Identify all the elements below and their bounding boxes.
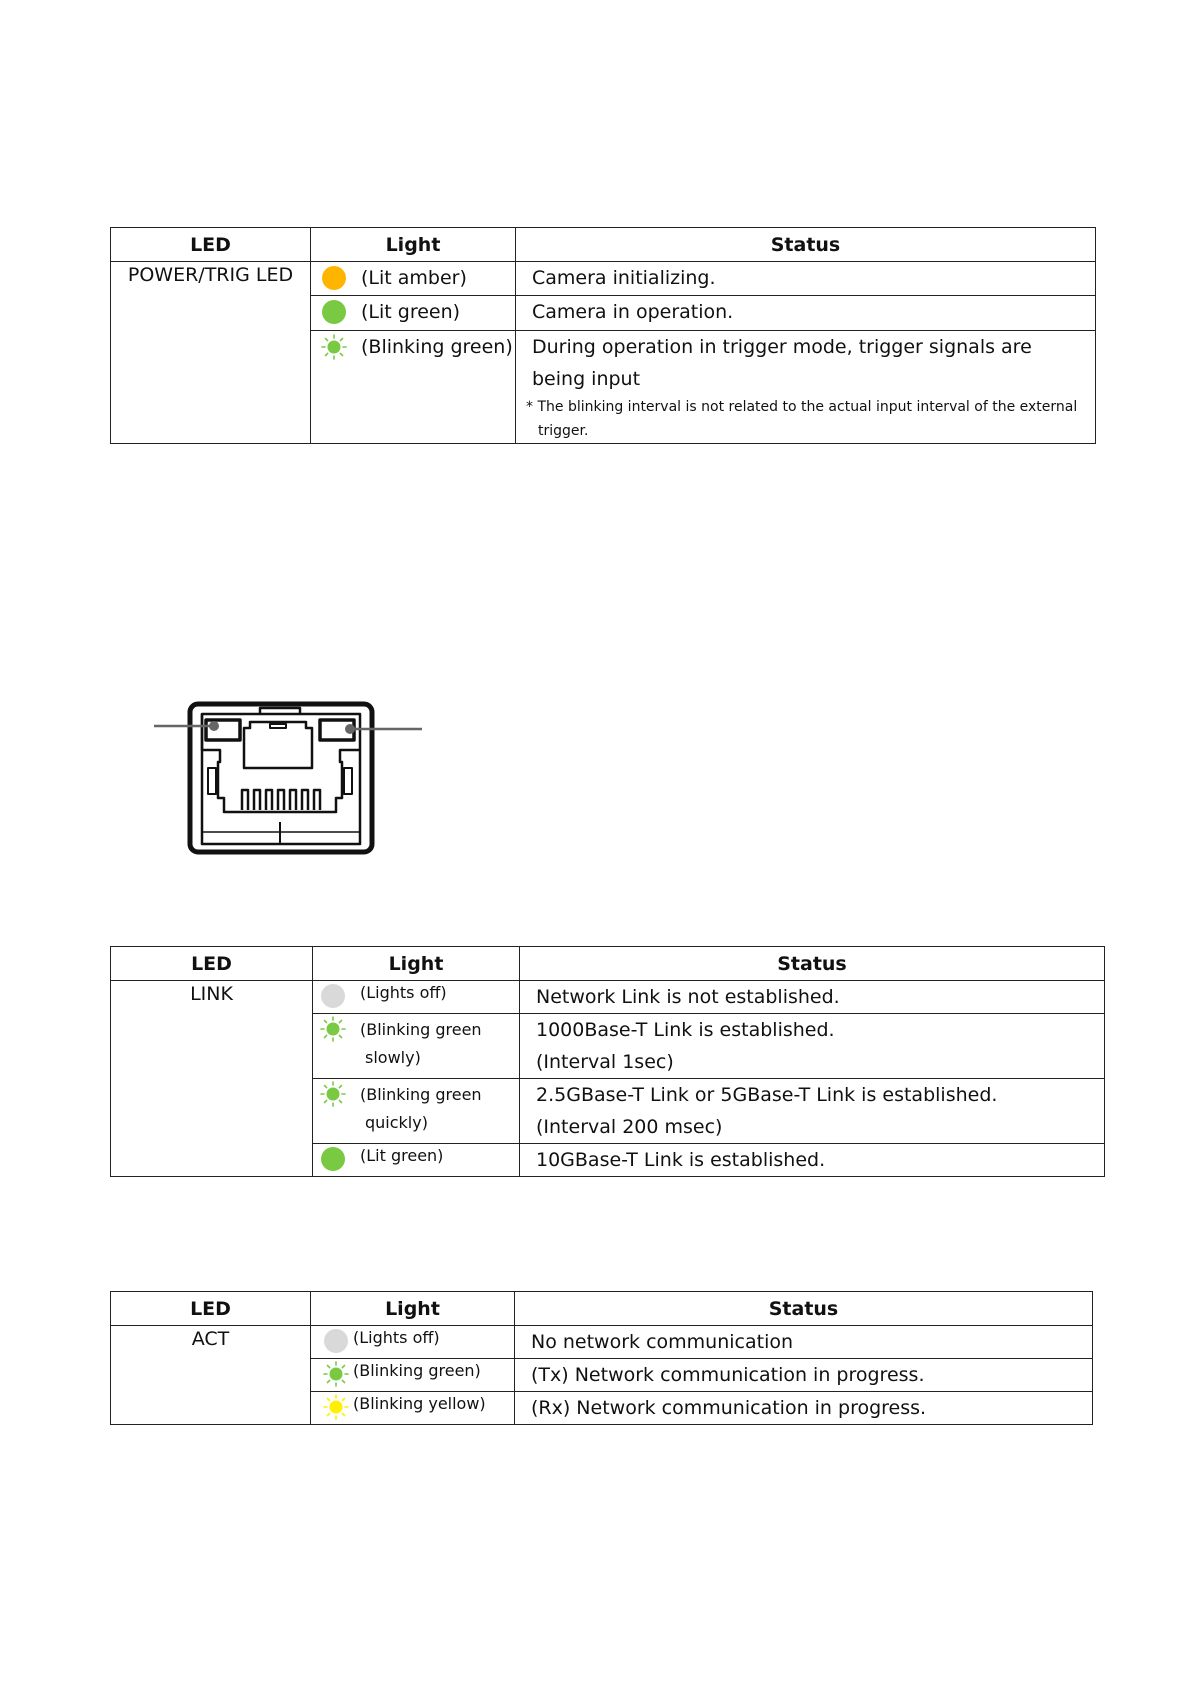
table-row	[111, 1326, 1093, 1359]
status-text: Camera initializing.	[532, 267, 716, 289]
led-name: ACT	[111, 1326, 311, 1425]
green-lit-icon	[320, 1146, 346, 1172]
led-name: POWER/TRIG LED	[111, 262, 311, 444]
header-status: Status	[520, 947, 1105, 981]
light-label: (Lit green)	[361, 301, 461, 323]
status-text: 2.5GBase-T Link or 5GBase-T Link is established.	[536, 1084, 998, 1106]
header-light: Light	[311, 1292, 515, 1326]
light-label: (Blinking yellow)	[353, 1394, 486, 1413]
header-status: Status	[515, 1292, 1093, 1326]
status-text: 1000Base-T Link is established.	[536, 1019, 835, 1041]
status-text: (Interval 1sec)	[536, 1051, 674, 1073]
status-text: being input	[532, 368, 641, 390]
light-label: (Lights off)	[360, 983, 447, 1002]
light-label: (Lit amber)	[361, 267, 467, 289]
power-trig-led-table	[110, 227, 1096, 444]
light-label: (Blinking green)	[361, 336, 513, 358]
status-text: No network communication	[515, 1326, 1093, 1359]
act-led-table	[110, 1291, 1093, 1425]
light-label: (Blinking green)	[353, 1361, 481, 1380]
rj45-connector-diagram	[150, 698, 430, 858]
table-header-row	[111, 228, 1096, 262]
light-label: slowly)	[365, 1048, 421, 1067]
header-light: Light	[311, 228, 516, 262]
status-text: Network Link is not established.	[536, 986, 840, 1008]
status-text: During operation in trigger mode, trigger signals are	[532, 336, 1032, 358]
table-row	[111, 981, 1105, 1014]
led-name: LINK	[111, 981, 313, 1177]
link-led-table	[110, 946, 1105, 1177]
header-light: Light	[313, 947, 520, 981]
status-text: (Interval 200 msec)	[536, 1116, 723, 1138]
footnote: * The blinking interval is not related to the actual input interval of the external trigger.	[526, 399, 1078, 439]
light-label: quickly)	[365, 1113, 428, 1132]
table-header-row	[111, 947, 1105, 981]
status-text: 10GBase-T Link is established.	[536, 1149, 826, 1171]
status-text: Camera in operation.	[532, 301, 734, 323]
light-label: (Lights off)	[353, 1328, 440, 1347]
header-led: LED	[111, 947, 313, 981]
status-text: (Rx) Network communication in progress.	[515, 1392, 1093, 1425]
light-label: (Lit green)	[360, 1146, 444, 1165]
amber-lit-icon	[321, 265, 347, 291]
lights-off-icon	[320, 983, 346, 1009]
light-label: (Blinking green	[360, 1085, 482, 1104]
green-blinking-icon	[321, 334, 347, 360]
green-blinking-icon	[320, 1016, 346, 1042]
status-text: (Tx) Network communication in progress.	[515, 1359, 1093, 1392]
header-led: LED	[111, 1292, 311, 1326]
table-row	[111, 262, 1096, 296]
green-blinking-icon	[320, 1081, 346, 1107]
green-blinking-icon	[323, 1361, 349, 1387]
green-lit-icon	[321, 299, 347, 325]
lights-off-icon	[323, 1328, 349, 1354]
yellow-blinking-icon	[323, 1394, 349, 1420]
light-label: (Blinking green	[360, 1020, 482, 1039]
header-status: Status	[516, 228, 1096, 262]
table-header-row	[111, 1292, 1093, 1326]
header-led: LED	[111, 228, 311, 262]
